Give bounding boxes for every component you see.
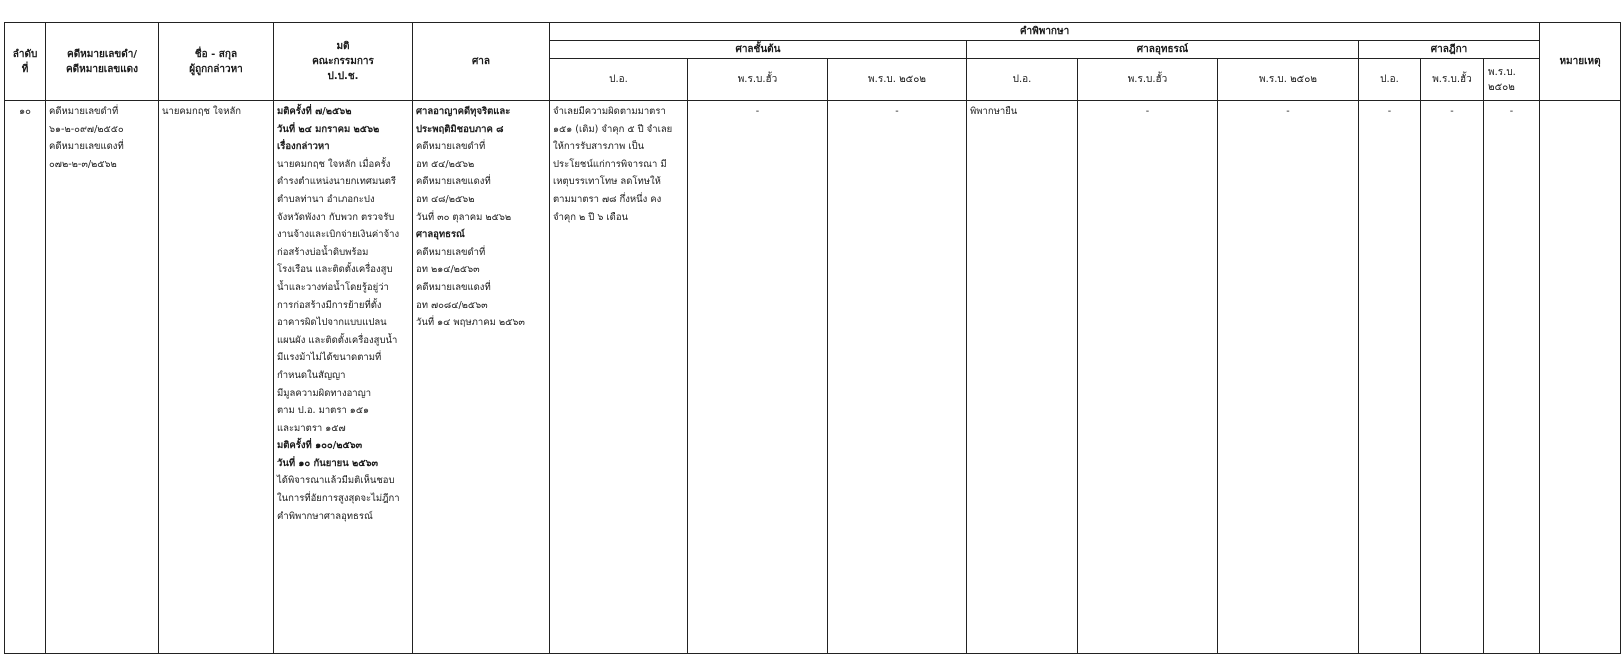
cell-no: ๑๐ <box>5 101 46 654</box>
cell-name: นายคมกฤช ใจหลัก <box>159 101 274 654</box>
cell-first-2502: - <box>828 101 967 654</box>
header-court-appeal: ศาลอุทธรณ์ <box>967 41 1359 59</box>
header-case: คดีหมายเลขดำ/ คดีหมายเลขแดง <box>46 23 159 101</box>
header-court-supreme: ศาลฎีกา <box>1359 41 1540 59</box>
cell-remark <box>1540 101 1621 654</box>
cell-supreme-hua: - <box>1421 101 1484 654</box>
table-row <box>5 101 1621 654</box>
header-supreme-po: ป.อ. <box>1359 59 1421 101</box>
cell-supreme-2502: - <box>1484 101 1540 654</box>
cell-first-po: จำเลยมีความผิดตามมาตรา ๑๕๑ (เดิม) จำคุก ๕ ปี จำเลย ให้การรับสารภาพ เป็น ประโยชน์แก่การพิจารณา มี เหตุบรรเทาโทษ ลดโทษให้ ตามมาตรา ๗๘ กึ่งหนึ่ง คง จำคุก ๒ ปี ๖ เดือน <box>550 101 688 654</box>
resolution-2-number: มติครั้งที่ ๑๐๐/๒๕๖๓ <box>277 440 363 452</box>
header-resolution: มติ คณะกรรมการ ป.ป.ช. <box>274 23 413 101</box>
header-remark: หมายเหตุ <box>1540 23 1621 101</box>
court-appeal-body: คดีหมายเลขดำที่ อท ๒๑๔/๒๕๖๓ คดีหมายเลขแดงที่ อท ๗๐๘๔/๒๕๖๓ วันที่ ๑๔ พฤษภาคม ๒๕๖๓ <box>416 246 525 329</box>
header-appeal-hua: พ.ร.บ.ฮั้ว <box>1078 59 1218 101</box>
header-no: ลำดับ ที่ <box>5 23 46 101</box>
cell-supreme-po: - <box>1359 101 1421 654</box>
header-appeal-po: ป.อ. <box>967 59 1078 101</box>
court-appeal-title: ศาลอุทธรณ์ <box>416 229 465 241</box>
header-judgment: คำพิพากษา <box>550 23 1540 41</box>
cell-first-hua: - <box>688 101 828 654</box>
header-first-po: ป.อ. <box>550 59 688 101</box>
resolution-2-date: วันที่ ๑๐ กันยายน ๒๕๖๓ <box>277 457 379 469</box>
header-first-2502: พ.ร.บ. ๒๕๐๒ <box>828 59 967 101</box>
header-supreme-2502: พ.ร.บ. ๒๕๐๒ <box>1484 59 1540 101</box>
cell-appeal-po: พิพากษายืน <box>967 101 1078 654</box>
court-first-title: ศาลอาญาคดีทุจริตและ ประพฤติมิชอบภาค ๘ <box>416 106 511 135</box>
header-appeal-2502: พ.ร.บ. ๒๕๐๒ <box>1218 59 1359 101</box>
header-court: ศาล <box>413 23 550 101</box>
header-first-hua: พ.ร.บ.ฮั้ว <box>688 59 828 101</box>
cell-appeal-hua: - <box>1078 101 1218 654</box>
cell-appeal-2502: - <box>1218 101 1359 654</box>
header-court-first: ศาลชั้นต้น <box>550 41 967 59</box>
cell-case: คดีหมายเลขดำที่ ๖๑-๒-๐๙๗/๒๕๕๐ คดีหมายเลขแดงที่ ๐๗๒-๒-๓/๒๕๖๒ <box>46 101 159 654</box>
resolution-1-number: มติครั้งที่ ๗/๒๕๖๒ <box>277 106 352 117</box>
resolution-1-subject: เรื่องกล่าวหา <box>277 141 330 153</box>
resolution-1-body: นายคมกฤช ใจหลัก เมื่อครั้ง ดำรงตำแหน่งนายกเทศมนตรี ตำบลท่านา อำเภอกะปง จังหวัดพังงา กับพวก ตรวจรับ งานจ้างและเบิกจ่ายเงินค่าจ้าง ก่อสร้างบ่อน้ำดิบพร้อม โรงเรือน และติดตั้งเครื่องสูบ น้ำและวางท่อน้ำโดยรู้อยู่ว่า การก่อสร้างมีการย้ายที่ตั้ง อาคารผิดไปจากแบบแปลน แผนผัง และติดตั้งเครื่องสูบน้ำ มีแรงม้าไม่ได้ขนาดตามที่ กำหนดในสัญญา มีมูลความผิดทางอาญา ตาม ป.อ. มาตรา ๑๕๑ และมาตรา ๑๕๗ <box>277 158 400 434</box>
header-supreme-hua: พ.ร.บ.ฮั้ว <box>1421 59 1484 101</box>
cell-resolution <box>274 101 413 654</box>
cell-court <box>413 101 550 654</box>
header-name: ชื่อ - สกุล ผู้ถูกกล่าวหา <box>159 23 274 101</box>
court-first-body: คดีหมายเลขดำที่ อท ๕๔/๒๕๖๒ คดีหมายเลขแดงที่ อท ๔๘/๒๕๖๒ วันที่ ๓๐ ตุลาคม ๒๕๖๒ <box>416 141 512 223</box>
resolution-2-body: ได้พิจารณาแล้วมีมติเห็นชอบ ในการที่อัยการสูงสุดจะไม่ฎีกา คำพิพากษาศาลอุทธรณ์ <box>277 475 400 522</box>
resolution-1-date: วันที่ ๒๔ มกราคม ๒๕๖๒ <box>277 123 380 135</box>
judgment-table <box>4 22 1621 654</box>
